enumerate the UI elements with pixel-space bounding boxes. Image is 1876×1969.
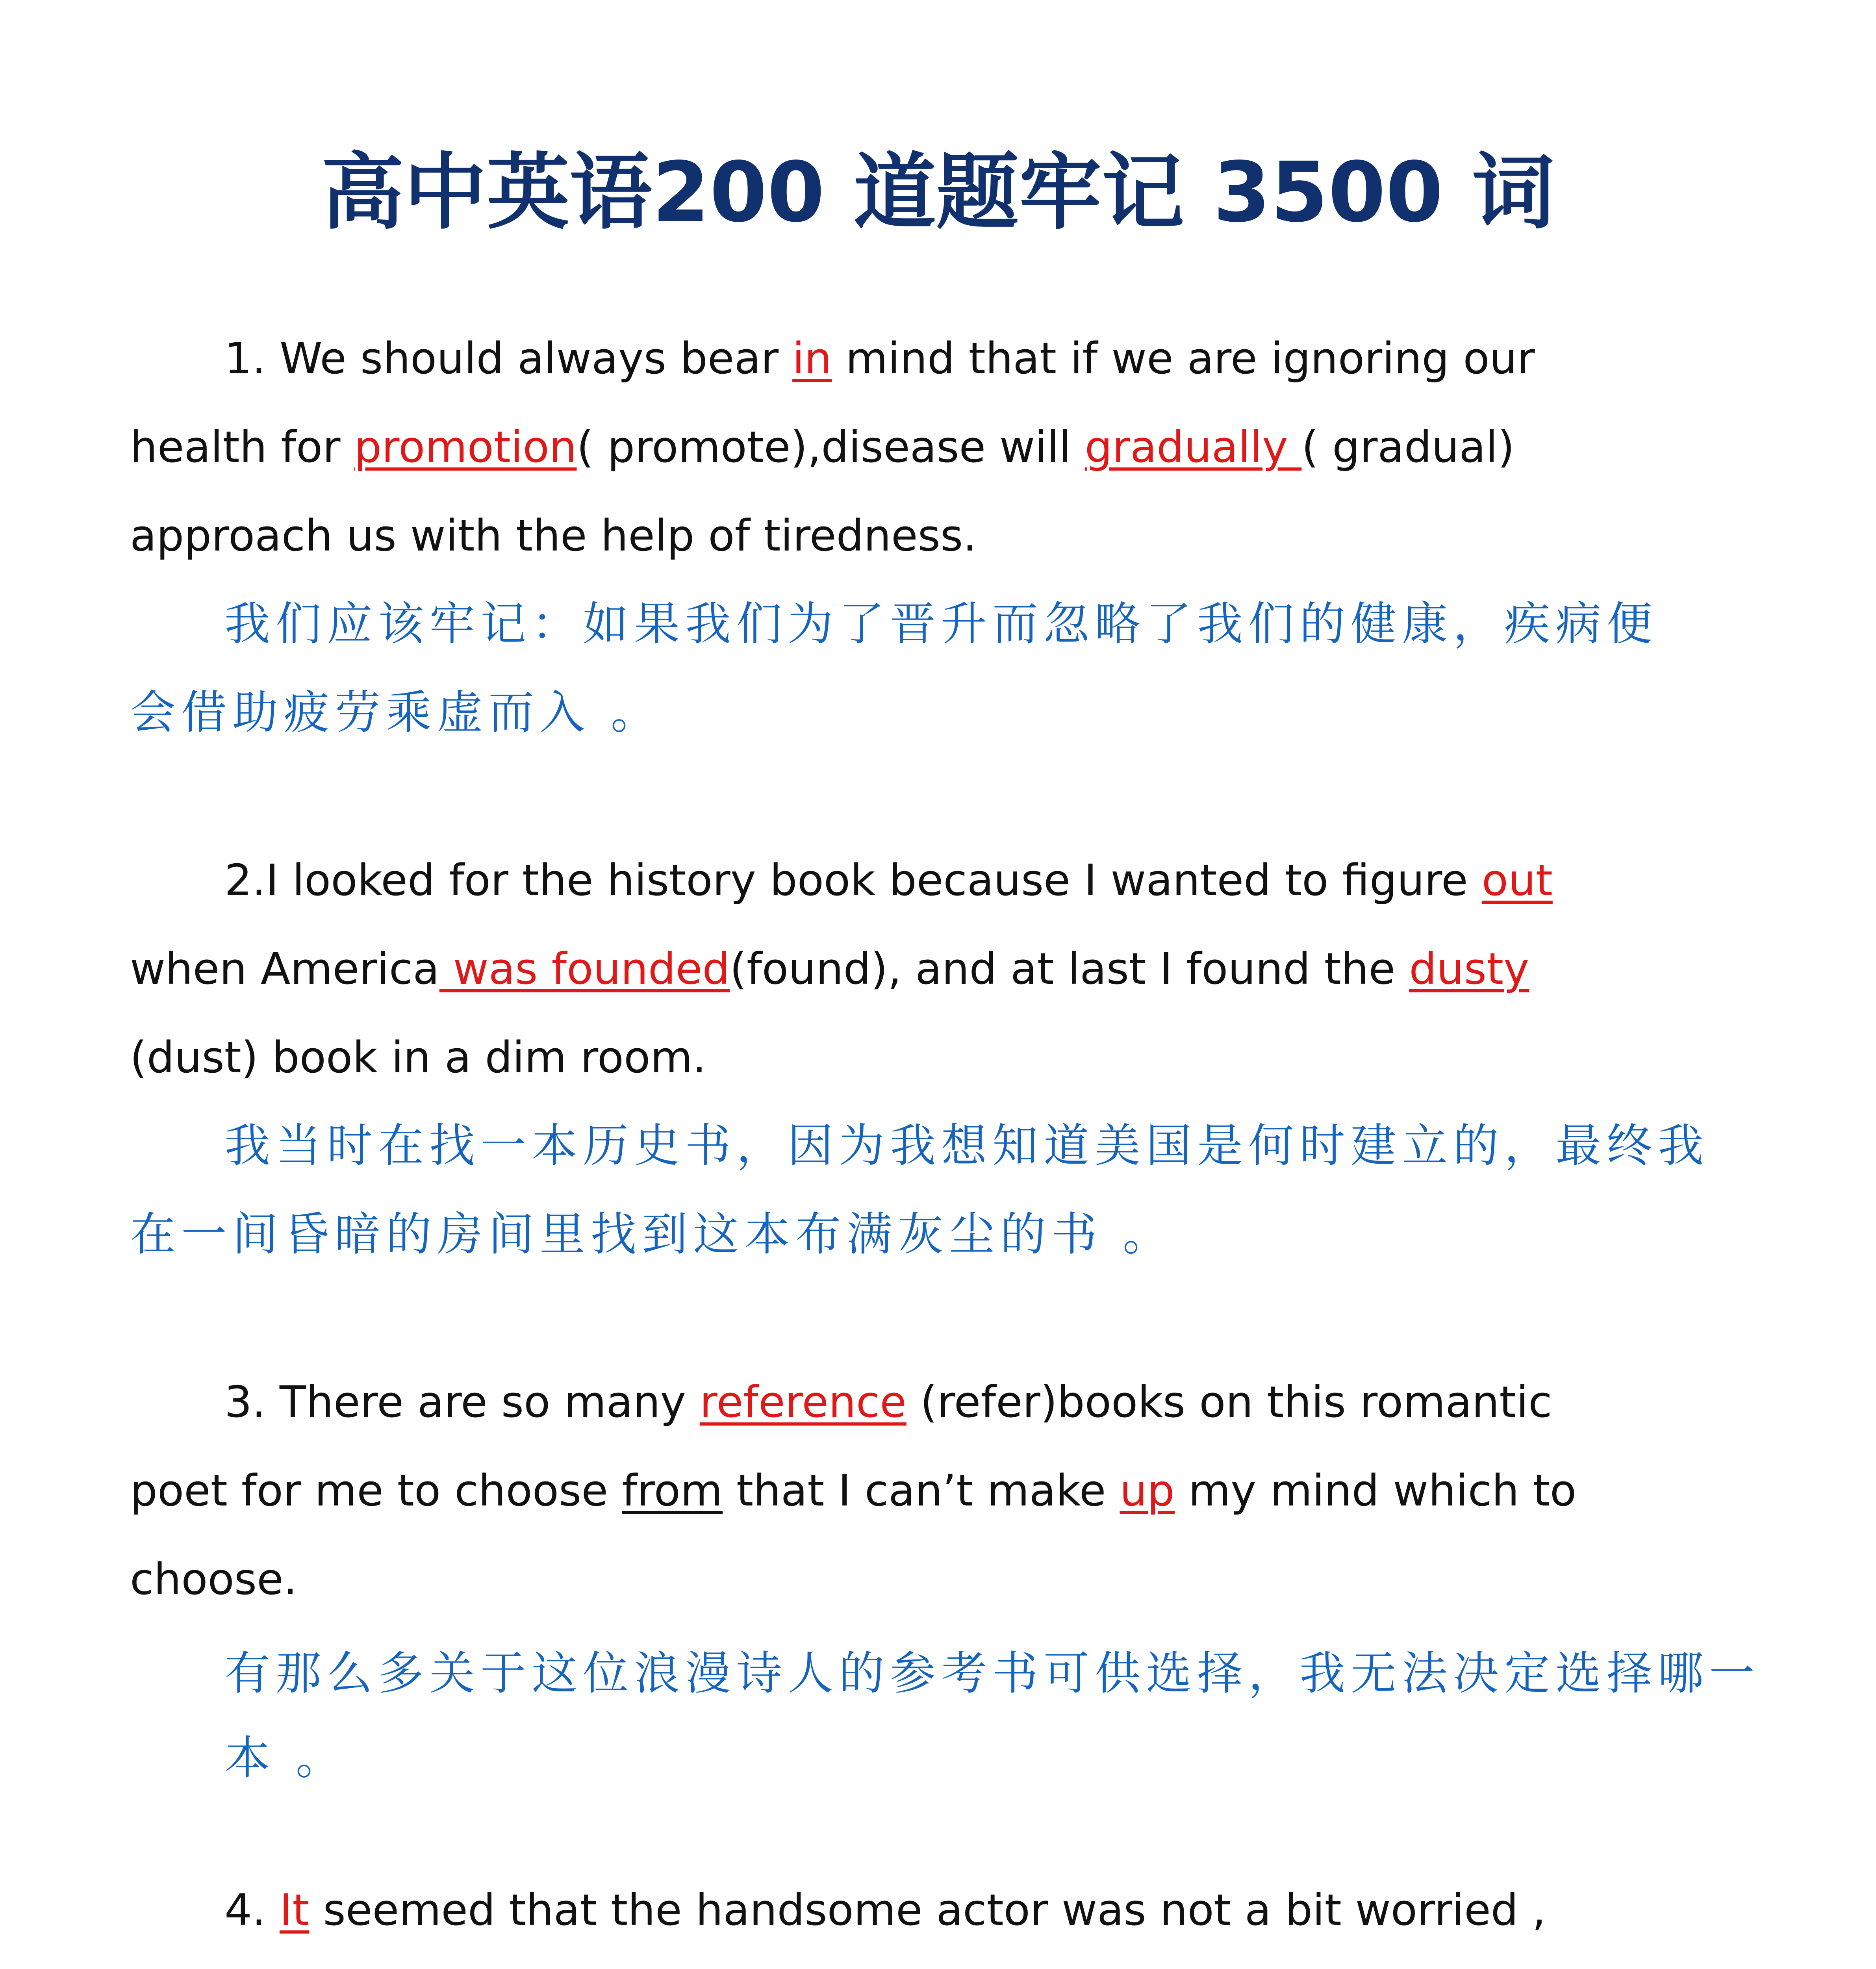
answer-blank: out: [1481, 855, 1553, 905]
answer-blank: up: [1120, 1465, 1175, 1516]
answer-blank: was founded: [439, 944, 730, 994]
sentence-text: that I can’t make: [723, 1465, 1120, 1516]
item-3-cn-line-2: 本 。: [224, 1732, 347, 1785]
item-3-en-line-1: [224, 1372, 1552, 1431]
item-1-en-line-2: [130, 417, 1515, 476]
sentence-text: mind that if we are ignoring our: [832, 333, 1535, 384]
sentence-text: when America: [130, 944, 439, 994]
sentence-text: seemed that the handsome actor was not a bit worried ,: [309, 1885, 1546, 1935]
item-1-cn-line-2: 会借助疲劳乘虚而入 。: [130, 686, 662, 739]
sentence-text: 2.I looked for the history book because I wanted to figure: [224, 855, 1482, 905]
item-2-en-line-1: [224, 851, 1553, 910]
sentence-text: 1. We should always bear: [224, 333, 793, 384]
answer-blank: dusty: [1409, 944, 1529, 994]
sentence-text: poet for me to choose: [130, 1465, 622, 1516]
sentence-text: (refer)books on this romantic: [906, 1377, 1552, 1427]
sentence-text: (found), and at last I found the: [730, 944, 1409, 994]
sentence-text: health for: [130, 422, 354, 472]
item-2-en-line-2: [130, 939, 1529, 998]
answer-blank: promotion: [354, 422, 577, 472]
item-2-en-line-3: [130, 1028, 706, 1087]
sentence-text: ( gradual): [1301, 422, 1515, 472]
sentence-text: my mind which to: [1174, 1465, 1577, 1516]
item-2-cn-line-1: 我当时在找一本历史书，因为我想知道美国是何时建立的，最终我: [224, 1119, 1709, 1172]
item-4-en-line-1: [224, 1880, 1546, 1939]
sentence-text: choose.: [130, 1554, 297, 1604]
item-2-cn-line-2: 在一间昏暗的房间里找到这本布满灰尘的书 。: [130, 1208, 1174, 1261]
underlined-word: from: [622, 1465, 723, 1516]
answer-blank: It: [279, 1885, 310, 1935]
sentence-text: (dust) book in a dim room.: [130, 1032, 706, 1083]
item-1-en-line-3: [130, 506, 977, 565]
sentence-text: 4.: [224, 1885, 280, 1935]
answer-blank: in: [792, 333, 832, 384]
sentence-text: 3. There are so many: [224, 1377, 700, 1427]
answer-blank: reference: [699, 1377, 906, 1427]
item-3-cn-line-1: 有那么多关于这位浪漫诗人的参考书可供选择，我无法决定选择哪一: [224, 1647, 1760, 1700]
sentence-text: approach us with the help of tiredness.: [130, 510, 977, 561]
sentence-text: ( promote),disease will: [577, 422, 1085, 472]
item-1-cn-line-1: 我们应该牢记：如果我们为了晋升而忽略了我们的健康，疾病便: [224, 597, 1658, 651]
page-title: 高中英语200 道题牢记 3500 词: [321, 144, 1555, 241]
item-3-en-line-2: [130, 1461, 1576, 1520]
item-3-en-line-3: [130, 1550, 297, 1609]
answer-blank: gradually: [1084, 422, 1302, 472]
item-1-en-line-1: [224, 329, 1535, 388]
